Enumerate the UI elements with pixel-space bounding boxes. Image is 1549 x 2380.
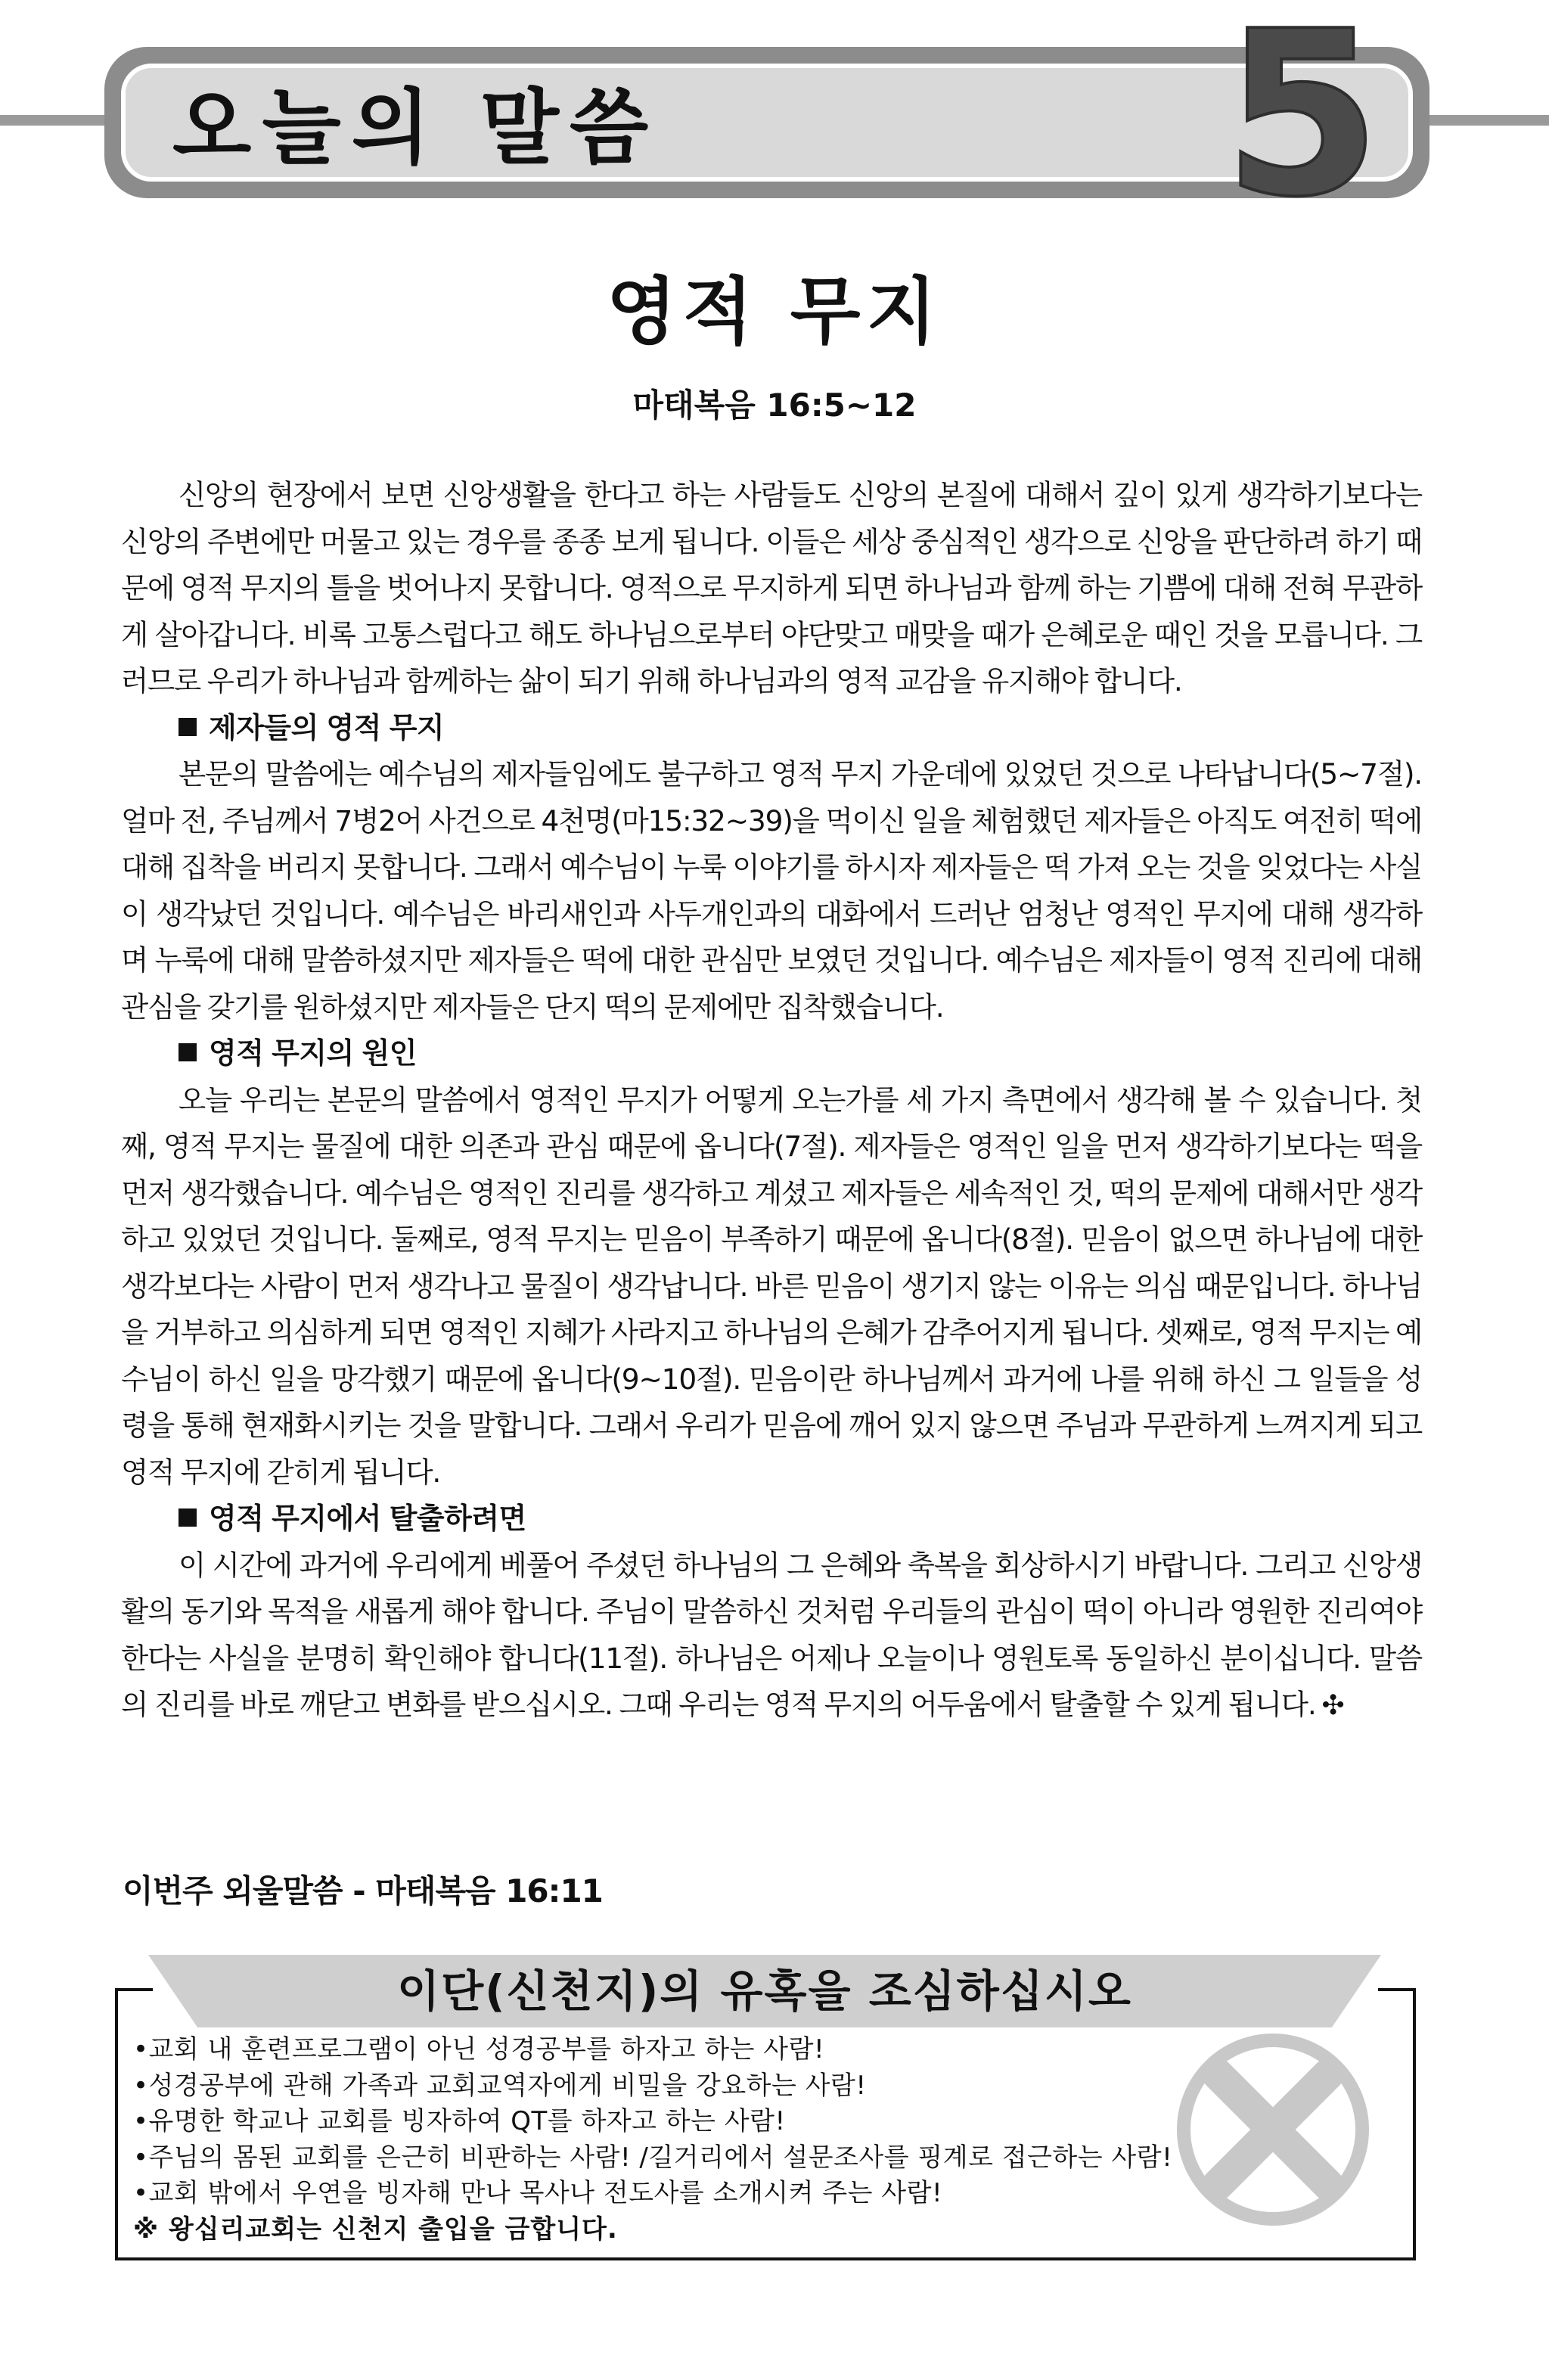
section-paragraph: 오늘 우리는 본문의 말씀에서 영적인 무지가 어떻게 오는가를 세 가지 측면에서 생각해 볼 수 있습니다. 첫째, 영적 무지는 물질에 대한 의존과 관심 때문에 옵니다(7절). 제자들은 영적인 일을 먼저 생각하기보다는 떡을 먼저 생각했습니다. 예수님은 영적인 진리를 생각하고 계셨고 제자들은 세속적인 것, 떡의 문제에 대해서만 생각하고 있었던 것입니다. 둘째로, 영적 무지는 믿음이 부족하기 때문에 옵니다(8절). 믿음이 없으면 하나님에 대한 생각보다는 사람이 먼저 생각나고 물질이 생각납니다. 바른 믿음이 생기지 않는 이유는 의심 때문입니다. 하나님을 거부하고 의심하게 되면 영적인 지혜가 사라지고 하나님의 은혜가 감추어지게 됩니다. 셋째로, 영적 무지는 예수님이 하신 일을 망각했기 때문에 옵니다(9~10절). 믿음이란 하나님께서 과거에 나를 위해 하신 그 일들을 성령을 통해 현재화시키는 것을 말합니다. 그래서 우리가 믿음에 깨어 있지 않으면 주님과 무관하게 느껴지게 되고 영적 무지에 갇히게 됩니다. — [121, 1083, 1422, 1489]
warning-item: •교회 밖에서 우연을 빙자해 만나 목사나 전도사를 소개시켜 주는 사람! — [133, 2178, 943, 2208]
square-bullet-icon — [178, 1508, 197, 1527]
scripture-reference: 마태복음 16:5~12 — [632, 387, 917, 424]
page-title: 오늘의 말씀 — [172, 81, 660, 176]
warning-list — [133, 2032, 1404, 2212]
square-bullet-icon — [178, 1043, 197, 1061]
weekly-memory-verse: 이번주 외울말씀 - 마태복음 16:11 — [123, 1872, 603, 1909]
intro-paragraph: 신앙의 현장에서 보면 신앙생활을 한다고 하는 사람들도 신앙의 본질에 대해서 깊이 있게 생각하기보다는 신앙의 주변에만 머물고 있는 경우를 종종 보게 됩니다. 이들은 세상 중심적인 생각으로 신앙을 판단하려 하기 때문에 영적 무지의 틀을 벗어나지 못합니다. 영적으로 무지하게 되면 하나님과 함께 하는 기쁨에 대해 전혀 무관하게 살아갑니다. 비록 고통스럽다고 해도 하나님으로부터 야단맞고 매맞을 때가 은혜로운 때인 것을 모릅니다. 그러므로 우리가 하나님과 함께하는 삶이 되기 위해 하나님과의 영적 교감을 유지해야 합니다. — [121, 478, 1422, 698]
warning-item: •성경공부에 관해 가족과 교회교역자에게 비밀을 강요하는 사람! — [133, 2070, 867, 2101]
section-heading-text: 제자들의 영적 무지 — [209, 710, 445, 744]
header-banner — [104, 0, 1429, 247]
section-paragraph — [121, 1543, 1422, 1729]
warning-title: 이단(신천지)의 유혹을 조심하십시오 — [397, 1965, 1132, 2017]
page-number: 5 — [1223, 0, 1377, 247]
warning-item: •유명한 학교나 교회를 빙자하여 QT를 하자고 하는 사람! — [133, 2106, 786, 2136]
section-heading — [121, 705, 1422, 752]
square-bullet-icon — [178, 718, 197, 736]
section-paragraph-text: 이 시간에 과거에 우리에게 베풀어 주셨던 하나님의 그 은혜와 축복을 회상하시기 바랍니다. 그리고 신앙생활의 동기와 목적을 새롭게 해야 합니다. 주님이 말씀하신 것처럼 우리들의 관심이 떡이 아니라 영원한 진리여야 한다는 사실을 분명히 확인해야 합니다(11절). 하나님은 어제나 오늘이나 영원토록 동일하신 분이십니다. 말씀의 진리를 바로 깨닫고 변화를 받으십시오. 그때 우리는 영적 무지의 어두움에서 탈출할 수 있게 됩니다. — [121, 1548, 1422, 1721]
section-paragraph: 본문의 말씀에는 예수님의 제자들임에도 불구하고 영적 무지 가운데에 있었던 것으로 나타납니다(5~7절). 얼마 전, 주님께서 7병2어 사건으로 4천명(마15:32~39)을 먹이신 일을 체험했던 제자들은 아직도 여전히 떡에 대해 집착을 버리지 못합니다. 그래서 예수님이 누룩 이야기를 하시자 제자들은 떡 가져 오는 것을 잊었다는 사실이 생각났던 것입니다. 예수님은 바리새인과 사두개인과의 대화에서 드러난 엄청난 영적인 무지에 대해 생각하며 누룩에 대해 말씀하셨지만 제자들은 떡에 대한 관심만 보였던 것입니다. 예수님은 제자들이 영적 진리에 대해 관심을 갖기를 원하셨지만 제자들은 단지 떡의 문제에만 집착했습니다. — [121, 757, 1422, 1024]
warning-item: •교회 내 훈련프로그램이 아닌 성경공부를 하자고 하는 사람! — [133, 2034, 825, 2065]
warning-note: ※ 왕십리교회는 신천지 출입을 금합니다. — [133, 2214, 618, 2245]
end-mark-icon: ✣ — [1321, 1690, 1344, 1721]
warning-box-top-left — [115, 1988, 153, 1991]
warning-item: •주님의 몸된 교회를 은근히 비판하는 사람! /길거리에서 설문조사를 핑계로 접근하는 사람! — [133, 2142, 1173, 2173]
header-banner-inner — [121, 64, 1413, 182]
sermon-title: 영적 무지 — [606, 269, 943, 354]
section-heading — [121, 1030, 1422, 1077]
section-heading — [121, 1496, 1422, 1543]
section-heading-text: 영적 무지의 원인 — [209, 1036, 417, 1070]
warning-box-top-right — [1378, 1988, 1416, 1991]
section-heading-text: 영적 무지에서 탈출하려면 — [209, 1502, 526, 1535]
sermon-body — [121, 472, 1422, 1729]
